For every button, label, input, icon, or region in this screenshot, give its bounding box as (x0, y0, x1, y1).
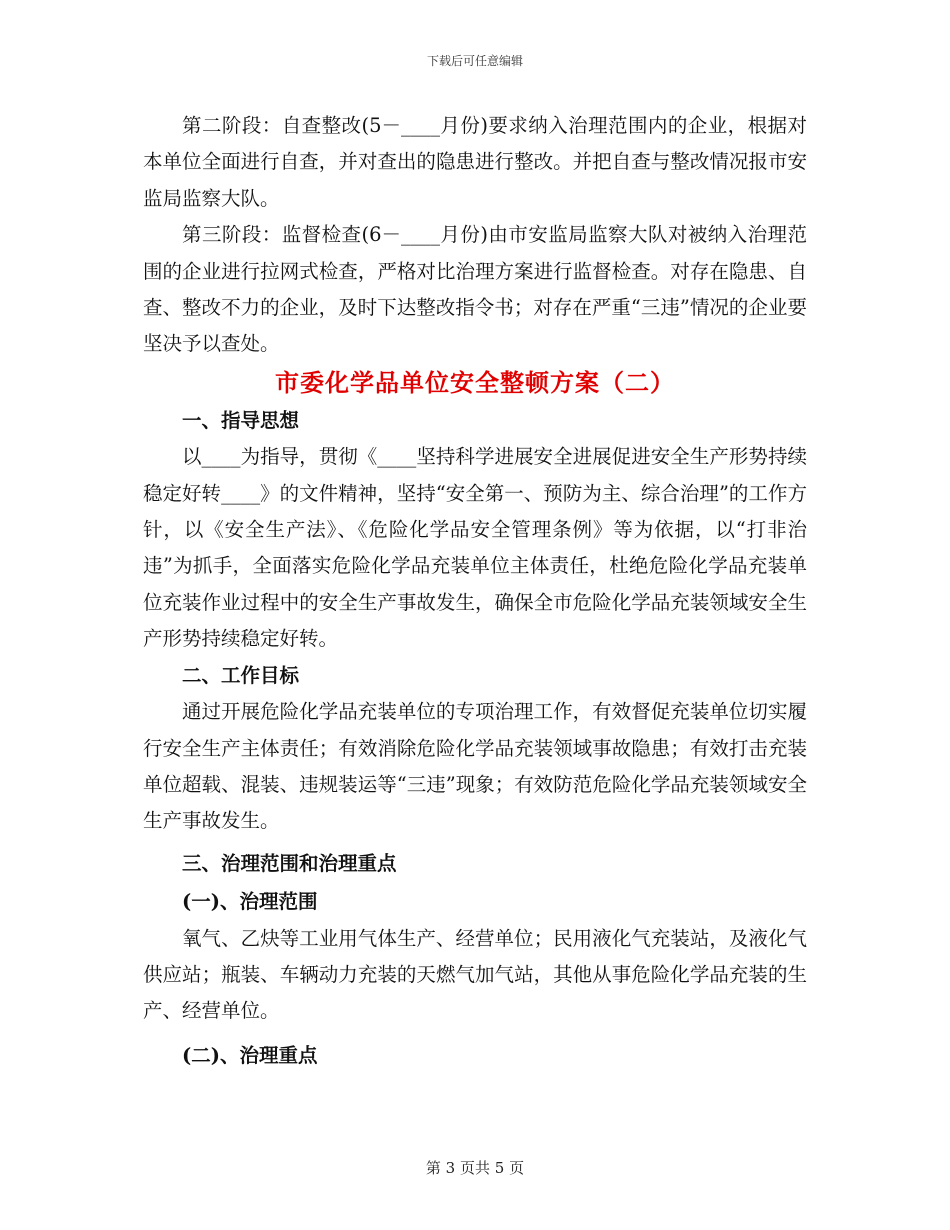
spacer (143, 1030, 807, 1036)
paragraph-scope: 氧气、乙炔等工业用气体生产、经营单位；民用液化气充装站，及液化气供应站；瓶装、车辆动力充装的天燃气加气站，其他从事危险化学品充装的生产、经营单位。 (143, 926, 807, 1023)
document-title: 市委化学品单位安全整顿方案（二） (275, 367, 675, 397)
subsection-heading-scope: (一)、治理范围 (182, 890, 318, 914)
paragraph-guiding-ideology: 以____为指导，贯彻《____坚持科学进展安全进展促进安全生产形势持续稳定好转____》的文件精神，坚持“安全第一、预防为主、综合治理”的工作方针，以《安全生产法》、《危险化学品安全管理条例》等为依据，以“打非治违”为抓手，全面落实危险化学品充装单位主体责任，杜绝危险化学品充装单位充装作业过程中的安全生产事故发生，确保全市危险化学品充装领域安全生产形势持续稳定好转。 (143, 445, 807, 651)
section-heading-work-goals: 二、工作目标 (182, 663, 300, 687)
document-body (143, 108, 807, 1074)
page-header: 下载后可任意编辑 (426, 54, 523, 68)
section-heading-scope-and-focus: 三、治理范围和治理重点 (182, 851, 397, 875)
page-footer: 第 3 页共 5 页 (425, 1159, 525, 1177)
section-heading-guiding-ideology: 一、指导思想 (182, 408, 300, 432)
paragraph-stage-two: 第二阶段：自查整改(5－____月份)要求纳入治理范围内的企业，根据对本单位全面进行自查，并对查出的隐患进行整改。并把自查与整改情况报市安监局监察大队。 (143, 114, 807, 210)
paragraph-work-goals: 通过开展危险化学品充装单位的专项治理工作，有效督促充装单位切实履行安全生产主体责任；有效消除危险化学品充装领域事故隐患；有效打击充装单位超载、混装、违规装运等“三违”现象；有效防范危险化学品充装领域安全生产事故发生。 (143, 700, 807, 833)
paragraph-stage-three: 第三阶段：监督检查(6－____月份)由市安监局监察大队对被纳入治理范围的企业进行拉网式检查，严格对比治理方案进行监督检查。对存在隐患、自查、整改不力的企业，及时下达整改指令书；对存在严重“三违”情况的企业要坚决予以查处。 (143, 223, 807, 356)
subsection-heading-focus: (二)、治理重点 (182, 1043, 318, 1067)
